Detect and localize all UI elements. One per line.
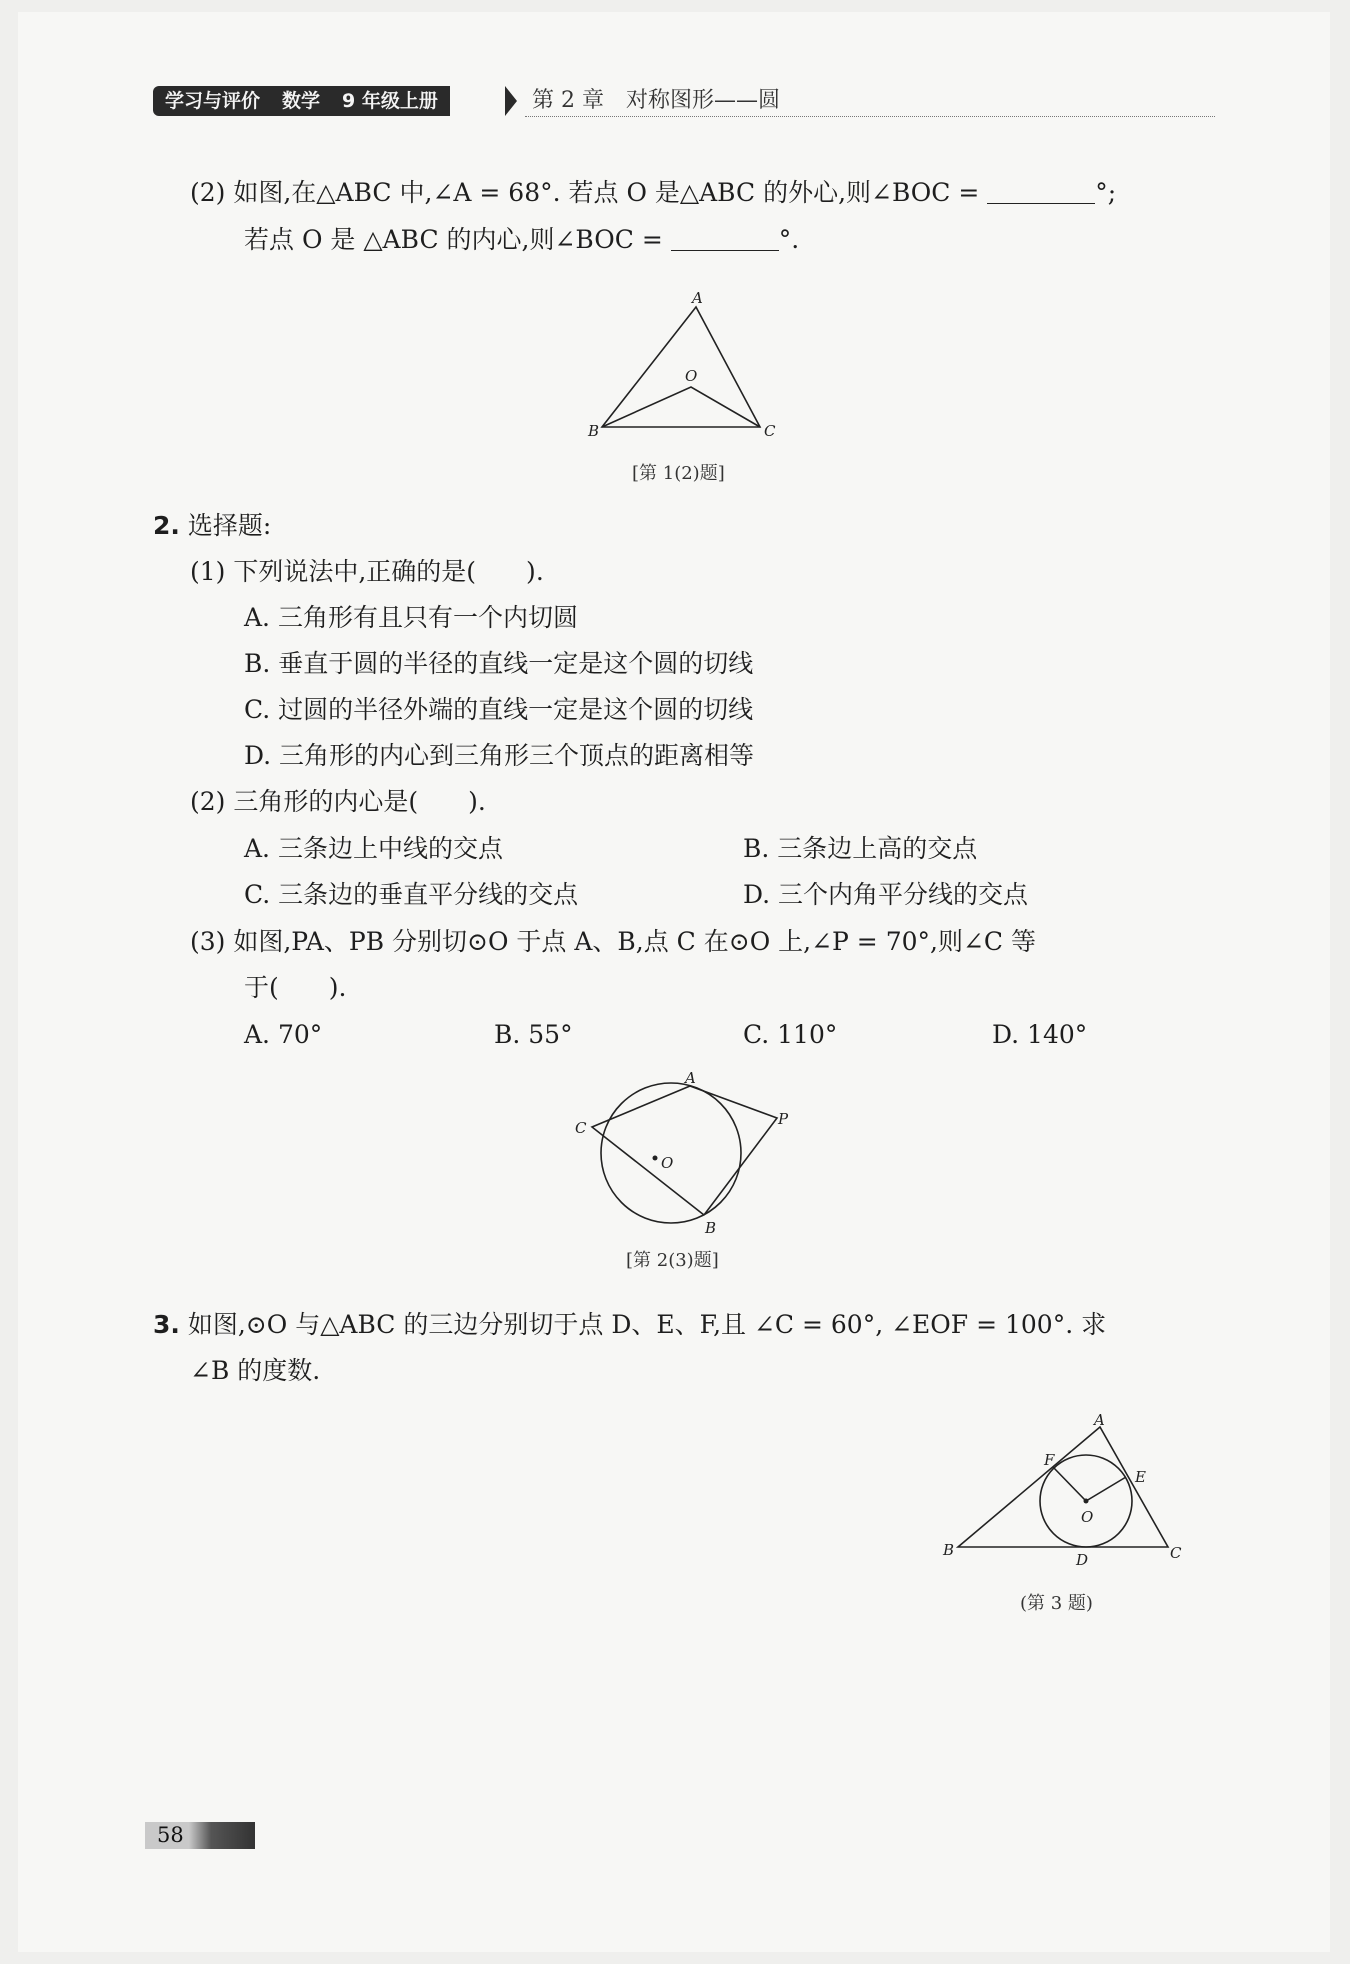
q2-3-option-b[interactable]: B. 55° — [494, 1020, 573, 1049]
label-o: O — [685, 367, 698, 385]
label-a: A — [1094, 1411, 1105, 1429]
q2-3-option-d[interactable]: D. 140° — [992, 1020, 1088, 1049]
q3-number: 3. — [153, 1310, 180, 1339]
label-e: E — [1135, 1468, 1146, 1486]
subject: 数学 — [282, 90, 321, 112]
q1-2-line2-end: °. — [778, 225, 800, 254]
caption-q3: (第 3 题) — [1020, 1593, 1093, 1614]
radii-of-oe — [1053, 1467, 1126, 1501]
q2-title: 选择题: — [187, 511, 272, 540]
answer-blank-1[interactable] — [987, 181, 1095, 204]
label-f: F — [1044, 1451, 1055, 1469]
book-series: 学习与评价 — [165, 90, 261, 112]
circle-o — [601, 1083, 741, 1223]
q2-3-option-c[interactable]: C. 110° — [743, 1020, 838, 1049]
q2-1-option-b[interactable]: B. 垂直于圆的半径的直线一定是这个圆的切线 — [244, 649, 754, 678]
header-arrow — [505, 86, 517, 116]
answer-blank-2[interactable] — [671, 228, 779, 251]
label-b: B — [705, 1219, 717, 1237]
q1-2-line2 — [244, 225, 799, 255]
q2-3-option-a[interactable]: A. 70° — [244, 1020, 323, 1049]
label-c: C — [575, 1119, 587, 1137]
tangents-pa-pb — [690, 1086, 777, 1215]
tangent-circle-figure — [565, 1070, 805, 1235]
q1-2-line1-end: °; — [1095, 178, 1117, 207]
q2-2-option-b[interactable]: B. 三条边上高的交点 — [743, 834, 978, 863]
triangle-abc — [602, 307, 760, 427]
q2-1-option-d[interactable]: D. 三角形的内心到三角形三个顶点的距离相等 — [244, 741, 755, 770]
q2-number: 2. — [153, 511, 180, 540]
label-p: P — [778, 1110, 789, 1128]
label-d: D — [1076, 1551, 1089, 1569]
triangle-figure — [580, 285, 800, 445]
triangle-abc — [958, 1427, 1168, 1547]
q2-2-stem: (2) 三角形的内心是( ). — [190, 787, 486, 816]
grade: 9 年级上册 — [342, 90, 438, 112]
q2-3-stem-line1: (3) 如图,PA、PB 分别切⊙O 于点 A、B,点 C 在⊙O 上,∠P = 70°,则∠C 等 — [190, 927, 1036, 956]
header-badge — [153, 86, 450, 116]
header-divider — [525, 116, 1215, 117]
chords-ca-cb — [592, 1086, 704, 1215]
q2-2-option-a[interactable]: A. 三条边上中线的交点 — [244, 834, 503, 863]
q1-2-line1 — [190, 178, 1116, 208]
label-c: C — [1170, 1544, 1182, 1562]
q1-2-line2-text: 若点 O 是 △ABC 的内心,则∠BOC = — [244, 225, 663, 254]
incircle-figure — [940, 1410, 1190, 1580]
caption-q2-3: [第 2(3)题] — [626, 1250, 719, 1271]
q3-line2: ∠B 的度数. — [190, 1356, 321, 1385]
page-number-bar — [145, 1822, 255, 1849]
label-o: O — [661, 1154, 674, 1172]
page-number: 58 — [157, 1823, 184, 1847]
q2-2-option-d[interactable]: D. 三个内角平分线的交点 — [743, 880, 1029, 909]
chapter-title: 第 2 章 对称图形——圆 — [532, 88, 780, 113]
q2-1-option-a[interactable]: A. 三角形有且只有一个内切圆 — [244, 603, 578, 632]
q3-line1-text: 如图,⊙O 与△ABC 的三边分别切于点 D、E、F,且 ∠C = 60°, ∠EOF = 100°. 求 — [187, 1310, 1107, 1339]
center-dot — [1084, 1499, 1089, 1504]
center-dot — [653, 1156, 658, 1161]
label-a: A — [685, 1069, 696, 1087]
label-b: B — [943, 1541, 955, 1559]
label-o: O — [1081, 1508, 1094, 1526]
label-a: A — [692, 289, 703, 307]
q2-1-option-c[interactable]: C. 过圆的半径外端的直线一定是这个圆的切线 — [244, 695, 754, 724]
segments-bo-oc — [602, 387, 760, 427]
q3-line1 — [153, 1310, 1106, 1340]
q2-2-option-c[interactable]: C. 三条边的垂直平分线的交点 — [244, 880, 579, 909]
q2-1-stem: (1) 下列说法中,正确的是( ). — [190, 557, 544, 586]
q1-2-line1-text: (2) 如图,在△ABC 中,∠A = 68°. 若点 O 是△ABC 的外心,则∠BOC = — [190, 178, 980, 207]
q2-3-stem-line2: 于( ). — [244, 973, 347, 1002]
label-b: B — [588, 422, 600, 440]
label-c: C — [764, 422, 776, 440]
caption-q1-2: [第 1(2)题] — [632, 463, 725, 484]
q2-heading — [153, 511, 271, 541]
